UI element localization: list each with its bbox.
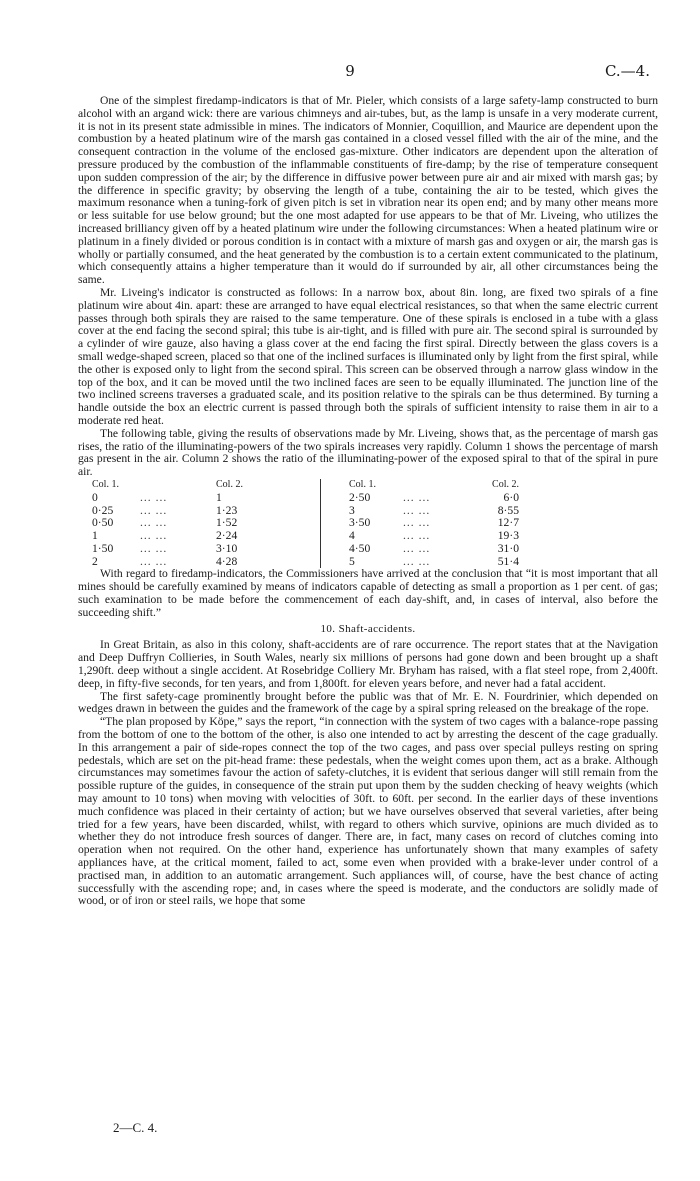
leader-dots: ... ... — [140, 490, 168, 504]
table-header-col1-left: Col. 1. — [92, 478, 119, 490]
leader-dots: ... ... — [403, 554, 431, 568]
table-cell: 1·23 — [216, 503, 238, 517]
document-code: C.—4. — [604, 62, 650, 80]
table-cell: 1·52 — [216, 516, 238, 530]
observations-table — [92, 479, 519, 569]
table-header-col2-left: Col. 2. — [216, 478, 243, 490]
leader-dots: ... ... — [403, 516, 431, 530]
table-row — [92, 530, 519, 543]
table-cell: 4·50 — [349, 541, 371, 555]
section-heading: 10. Shaft-accidents. — [320, 622, 416, 635]
paragraph-kope-plan: “The plan proposed by Köpe,” says the report, “in connection with the system of two cages with a balance-rope passing from the bottom of one to the bottom of the other, is also one intended to act by arresting the descent of the cage gradually. In this arrangement a pair of side-ropes connect the top of the two cages, and pass over special pulleys resting on spring pedestals, which are set on the pit-head frame: these pedestals, when the weight comes upon them, act as a brake. Although circumstances may sometimes favour the action of safety-clutches, it is evident that serious danger will still remain from the possible rupture of the guides, in consequence of the strain put upon them by the sudden checking of heavy weights (which may amount to 10 tons) when moving with velocities of 30ft. to 60ft. per second. In the earlier days of these inventions much confidence was placed in their certainty of action; but we have ourselves observed that several varieties, after being tried for a few years, have been discarded, whilst, with regard to others which survive, opinions are much divided as to whether they do not introduce fresh sources of danger. There are, in fact, many cases on record of clutches coming into operation when not required. On the other hand, experience has unfortunately shown that many examples of safety appliances have, at the critical moment, failed to act, some even when provided with a brake-lever under control of a practised man, in addition to an automatic arrangement. Such appliances will, of course, have the best chance of acting successfully with the ascending rope; and, in cases where the speed is moderate, and the conductors are solidly made of wood, or of iron or steel rails, we hope that some — [78, 715, 658, 908]
table-header-col1-right: Col. 1. — [349, 478, 376, 490]
table-cell: 8·55 — [497, 503, 519, 517]
leader-dots: ... ... — [140, 529, 168, 543]
paragraph-table-intro: The following table, giving the results of observations made by Mr. Liveing, shows that, as the percentage of marsh gas rises, the ratio of the illuminating-powers of the two spirals increases very rapidly. Column 1 shows the percentage of marsh gas present in the air. Column 2 shows the ratio of the illuminating-power of the exposed spiral to that of the spiral in pure air. — [78, 426, 658, 479]
paragraph-commissioners-conclusion: With regard to firedamp-indicators, the Commissioners have arrived at the conclusion that “it is most important that all mines should be carefully examined by means of indicators capable of detecting as small a proportion as 1 per cent. of gas; such examination to be made before the commencement of each day-shift, and, in cases of interval, also before the succeeding shift.” — [78, 567, 658, 619]
leader-dots: ... ... — [140, 541, 168, 555]
table-cell: 12·7 — [497, 516, 519, 530]
table-cell: 19·3 — [497, 529, 519, 543]
table-cell: 1 — [92, 529, 98, 543]
table-cell: 51·4 — [497, 554, 519, 568]
paragraph-firedamp-indicators: One of the simplest firedamp-indicators is that of Mr. Pieler, which consists of a large safety-lamp constructed to burn alcohol with an argand wick: there are various chimneys and air-tubes, but, as the lamp is unsafe in a very moderate current, it is not in its present state admissible in mines. The indicators of Monnier, Coquillion, and Maurice are dependent upon the combustion by a heated platinum wire of the marsh gas contained in a closed vessel filled with the air of the mine, and the consequent contraction in the volume of the enclosed gas-mixture. Other indicators are dependent upon the alteration of pressure produced by the combustion of the inflammable constituents of fire-damp; by the rise of temperature consequent upon sudden compression of the air; by the difference in diffusive power between pure air and air mixed with marsh gas; by the difference in specific gravity; by observing the length of a tube, containing the air to be tested, which gives the maximum resonance when a tuning-fork of given pitch is set in vibration near its open end; and by many other means more or less suitable for use below ground; but the one most adapted for use appears to be that of Mr. Liveing, who utilizes the increased brilliancy given off by a heated platinum wire under the following circumstances: When a heated platinum wire or platinum in a finely divided or porous condition is in contact with a mixture of marsh gas and oxygen or air, the marsh gas is wholly or partially consumed, and the heat generated by the combustion is to a certain extent communicated to the platinum, which consequently attains a higher temperature than it would do if surrounded by air, all other circumstances being the same. — [78, 94, 658, 287]
leader-dots: ... ... — [403, 503, 431, 517]
table-row — [92, 492, 519, 505]
table-cell: 0·25 — [92, 503, 114, 517]
leader-dots: ... ... — [140, 516, 168, 530]
table-cell: 2·24 — [216, 529, 238, 543]
paragraph-liveing-indicator: Mr. Liveing's indicator is constructed as follows: In a narrow box, about 8in. long, are fixed two spirals of a fine platinum wire about 4in. apart: these are arranged to have equal electrical resistances, so that when the same electric current passes through both spirals they are raised to the same temperature. One of these spirals is enclosed in a tube with a glass cover at the end facing the second spiral; this tube is air-tight, and is filled with pure air. The second spiral is surrounded by a cylinder of wire gauze, also having a glass cover at the end facing the first spiral. Directly between the glass covers is a small wedge-shaped screen, placed so that one of the inclined surfaces is illuminated only by light from the first spiral, while the other is exposed only to light from the second spiral. This screen can be observed through a narrow glass window in the top of the box, and it can be moved until the two inclined faces are seen to be equally illuminated. The junction line of the two inclined screens traverses a graduated scale, and its position relative to the spirals can be thus determined. By turning a handle outside the box an electric current is passed through both the spirals of sufficient intensity to raise them in air to a moderate red heat. — [78, 285, 658, 427]
table-cell: 4·28 — [216, 554, 238, 568]
paragraph-safety-cage: The first safety-cage prominently brought before the public was that of Mr. E. N. Fourdrinier, which depended on wedges drawn in between the guides and the framework of the cage by a spiral spring released on the breakage of the rope. — [78, 689, 658, 716]
signature-mark: 2—C. 4. — [113, 1120, 158, 1135]
leader-dots: ... ... — [403, 490, 431, 504]
table-cell: 31·0 — [497, 541, 519, 555]
paragraph-shaft-accidents: In Great Britain, as also in this colony, shaft-accidents are of rare occurrence. The report states that at the Navigation and Deep Duffryn Collieries, in South Wales, nearly six millions of persons had gone down and been brought up a shaft 1,290ft. deep without a single accident. At Rosebridge Colliery Mr. Bryham has raised, with a flat steel rope, from 2,400ft. deep, in fifty-five seconds, for ten years, and from 1,800ft. for eleven years before, and never had a fatal accident. — [78, 638, 658, 690]
table-header-row — [92, 479, 519, 492]
document-body — [78, 95, 658, 908]
page-number: 9 — [345, 62, 355, 80]
table-row — [92, 543, 519, 556]
table-cell: 2·50 — [349, 490, 371, 504]
table-cell: 2 — [92, 554, 98, 568]
table-cell: 0 — [92, 490, 98, 504]
table-cell: 0·50 — [92, 516, 114, 530]
leader-dots: ... ... — [403, 529, 431, 543]
table-header-col2-right: Col. 2. — [492, 478, 519, 490]
leader-dots: ... ... — [140, 554, 168, 568]
table-cell: 1 — [216, 490, 222, 504]
leader-dots: ... ... — [140, 503, 168, 517]
table-cell: 5 — [349, 554, 355, 568]
leader-dots: ... ... — [403, 541, 431, 555]
table-cell: 1·50 — [92, 541, 114, 555]
table-cell: 3·50 — [349, 516, 371, 530]
table-cell: 3 — [349, 503, 355, 517]
table-cell: 6·0 — [503, 490, 519, 504]
table-cell: 3·10 — [216, 541, 238, 555]
table-cell: 4 — [349, 529, 355, 543]
